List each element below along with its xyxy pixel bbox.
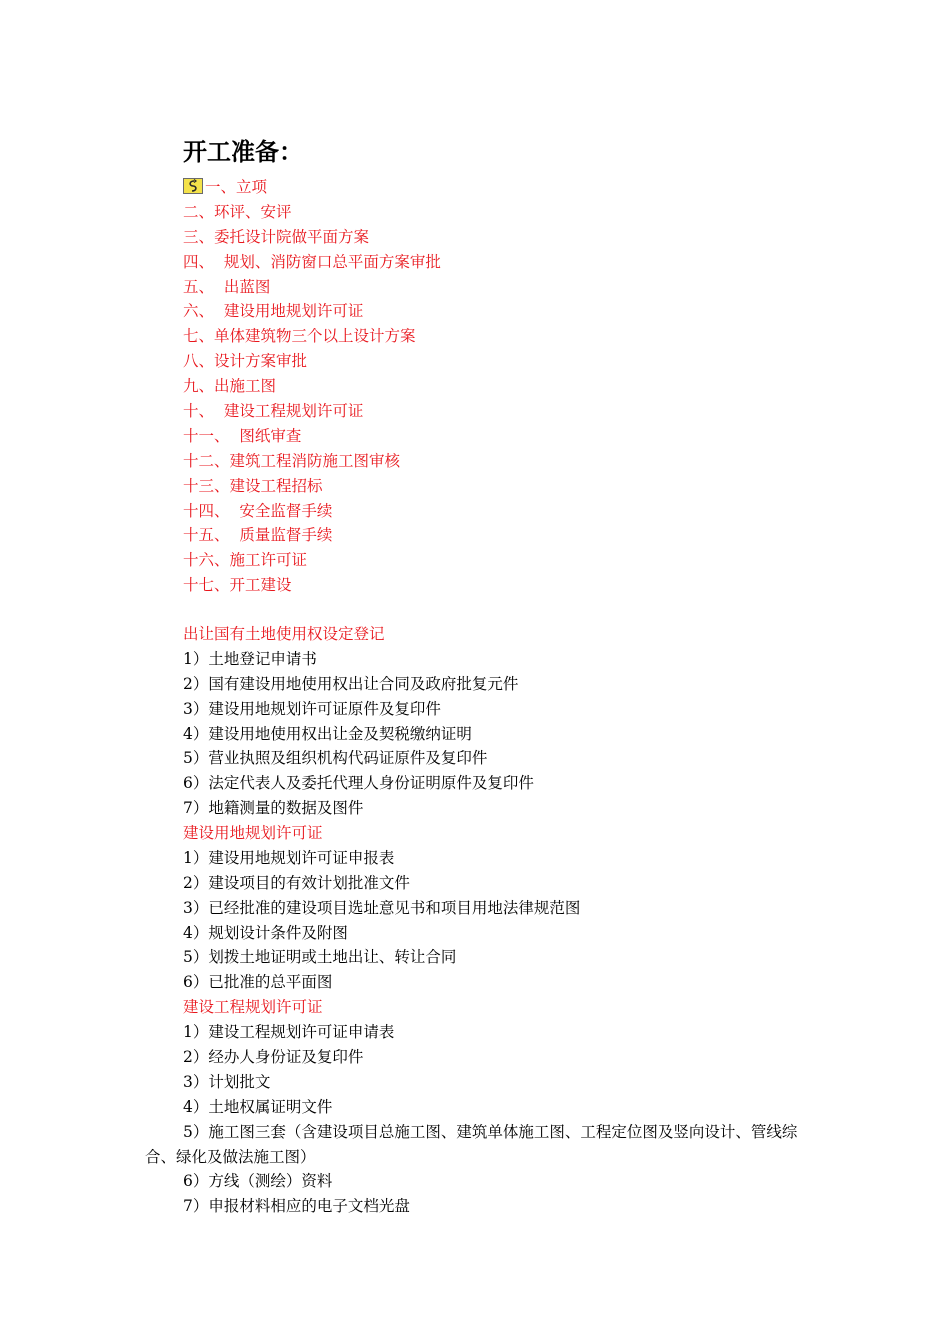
list-item: 5）划拨土地证明或土地出让、转让合同 <box>183 948 457 967</box>
list-item: 四、 规划、消防窗口总平面方案审批 <box>183 252 441 271</box>
list-item: 八、设计方案审批 <box>183 352 308 371</box>
list-item: 7）申报材料相应的电子文档光盘 <box>183 1196 410 1215</box>
list-item: 7）地籍测量的数据及图件 <box>183 799 364 818</box>
list-item: 5）营业执照及组织机构代码证原件及复印件 <box>183 749 488 768</box>
list-item: 十四、 安全监督手续 <box>183 501 333 520</box>
list-item: 五、 出蓝图 <box>183 277 271 296</box>
list-item <box>183 175 441 200</box>
list-item: 十三、建设工程招标 <box>183 476 323 495</box>
list-item-wrapped: 5）施工图三套（含建设项目总施工图、建筑单体施工图、工程定位图及竖向设计、管线综合、绿化及做法施工图） <box>145 1123 798 1166</box>
list-item: 6）已批准的总平面图 <box>183 973 333 992</box>
section-engineering-planning-permit-cont <box>183 1169 823 1219</box>
list-item: 六、 建设用地规划许可证 <box>183 302 364 321</box>
list-item: 2）国有建设用地使用权出让合同及政府批复元件 <box>183 674 519 693</box>
section-land-planning-permit <box>183 821 823 995</box>
list-item: 2）建设项目的有效计划批准文件 <box>183 873 410 892</box>
list-item: 十、 建设工程规划许可证 <box>183 402 364 421</box>
section-heading: 建设用地规划许可证 <box>183 824 323 842</box>
list-item: 十六、施工许可证 <box>183 551 308 570</box>
link-icon[interactable] <box>183 178 203 194</box>
list-item: 九、出施工图 <box>183 377 277 396</box>
list-item: 4）规划设计条件及附图 <box>183 923 348 942</box>
section-heading: 出让国有土地使用权设定登记 <box>183 625 385 643</box>
list-item: 4）建设用地使用权出让金及契税缴纳证明 <box>183 724 472 743</box>
list-item: 3）建设用地规划许可证原件及复印件 <box>183 699 441 718</box>
list-item: 十二、建筑工程消防施工图审核 <box>183 451 401 470</box>
section-engineering-planning-permit <box>183 995 823 1119</box>
list-item: 三、委托设计院做平面方案 <box>183 227 370 246</box>
list-item: 6）法定代表人及委托代理人身份证明原件及复印件 <box>183 774 534 793</box>
list-item: 1）土地登记申请书 <box>183 649 317 668</box>
list-item: 二、环评、安评 <box>183 202 292 221</box>
section-land-registration <box>183 622 823 821</box>
list-item: 6）方线（测绘）资料 <box>183 1172 333 1190</box>
section-heading: 建设工程规划许可证 <box>183 998 323 1016</box>
list-item: 4）土地权属证明文件 <box>183 1097 333 1116</box>
list-item: 1）建设工程规划许可证申请表 <box>183 1022 395 1041</box>
list-item: 3）已经批准的建设项目选址意见书和项目用地法律规范图 <box>183 898 581 917</box>
page-title: 开工准备： <box>183 137 303 166</box>
list-item: 十五、 质量监督手续 <box>183 526 333 545</box>
list-item: 七、单体建筑物三个以上设计方案 <box>183 327 416 346</box>
list-item: 2）经办人身份证及复印件 <box>183 1047 364 1066</box>
list-item: 3）计划批文 <box>183 1072 271 1091</box>
step-label: 一、立项 <box>205 178 268 196</box>
list-item: 十七、开工建设 <box>183 576 292 595</box>
steps-list <box>183 175 441 598</box>
list-item: 1）建设用地规划许可证申报表 <box>183 848 395 867</box>
list-item: 十一、 图纸审查 <box>183 426 302 445</box>
